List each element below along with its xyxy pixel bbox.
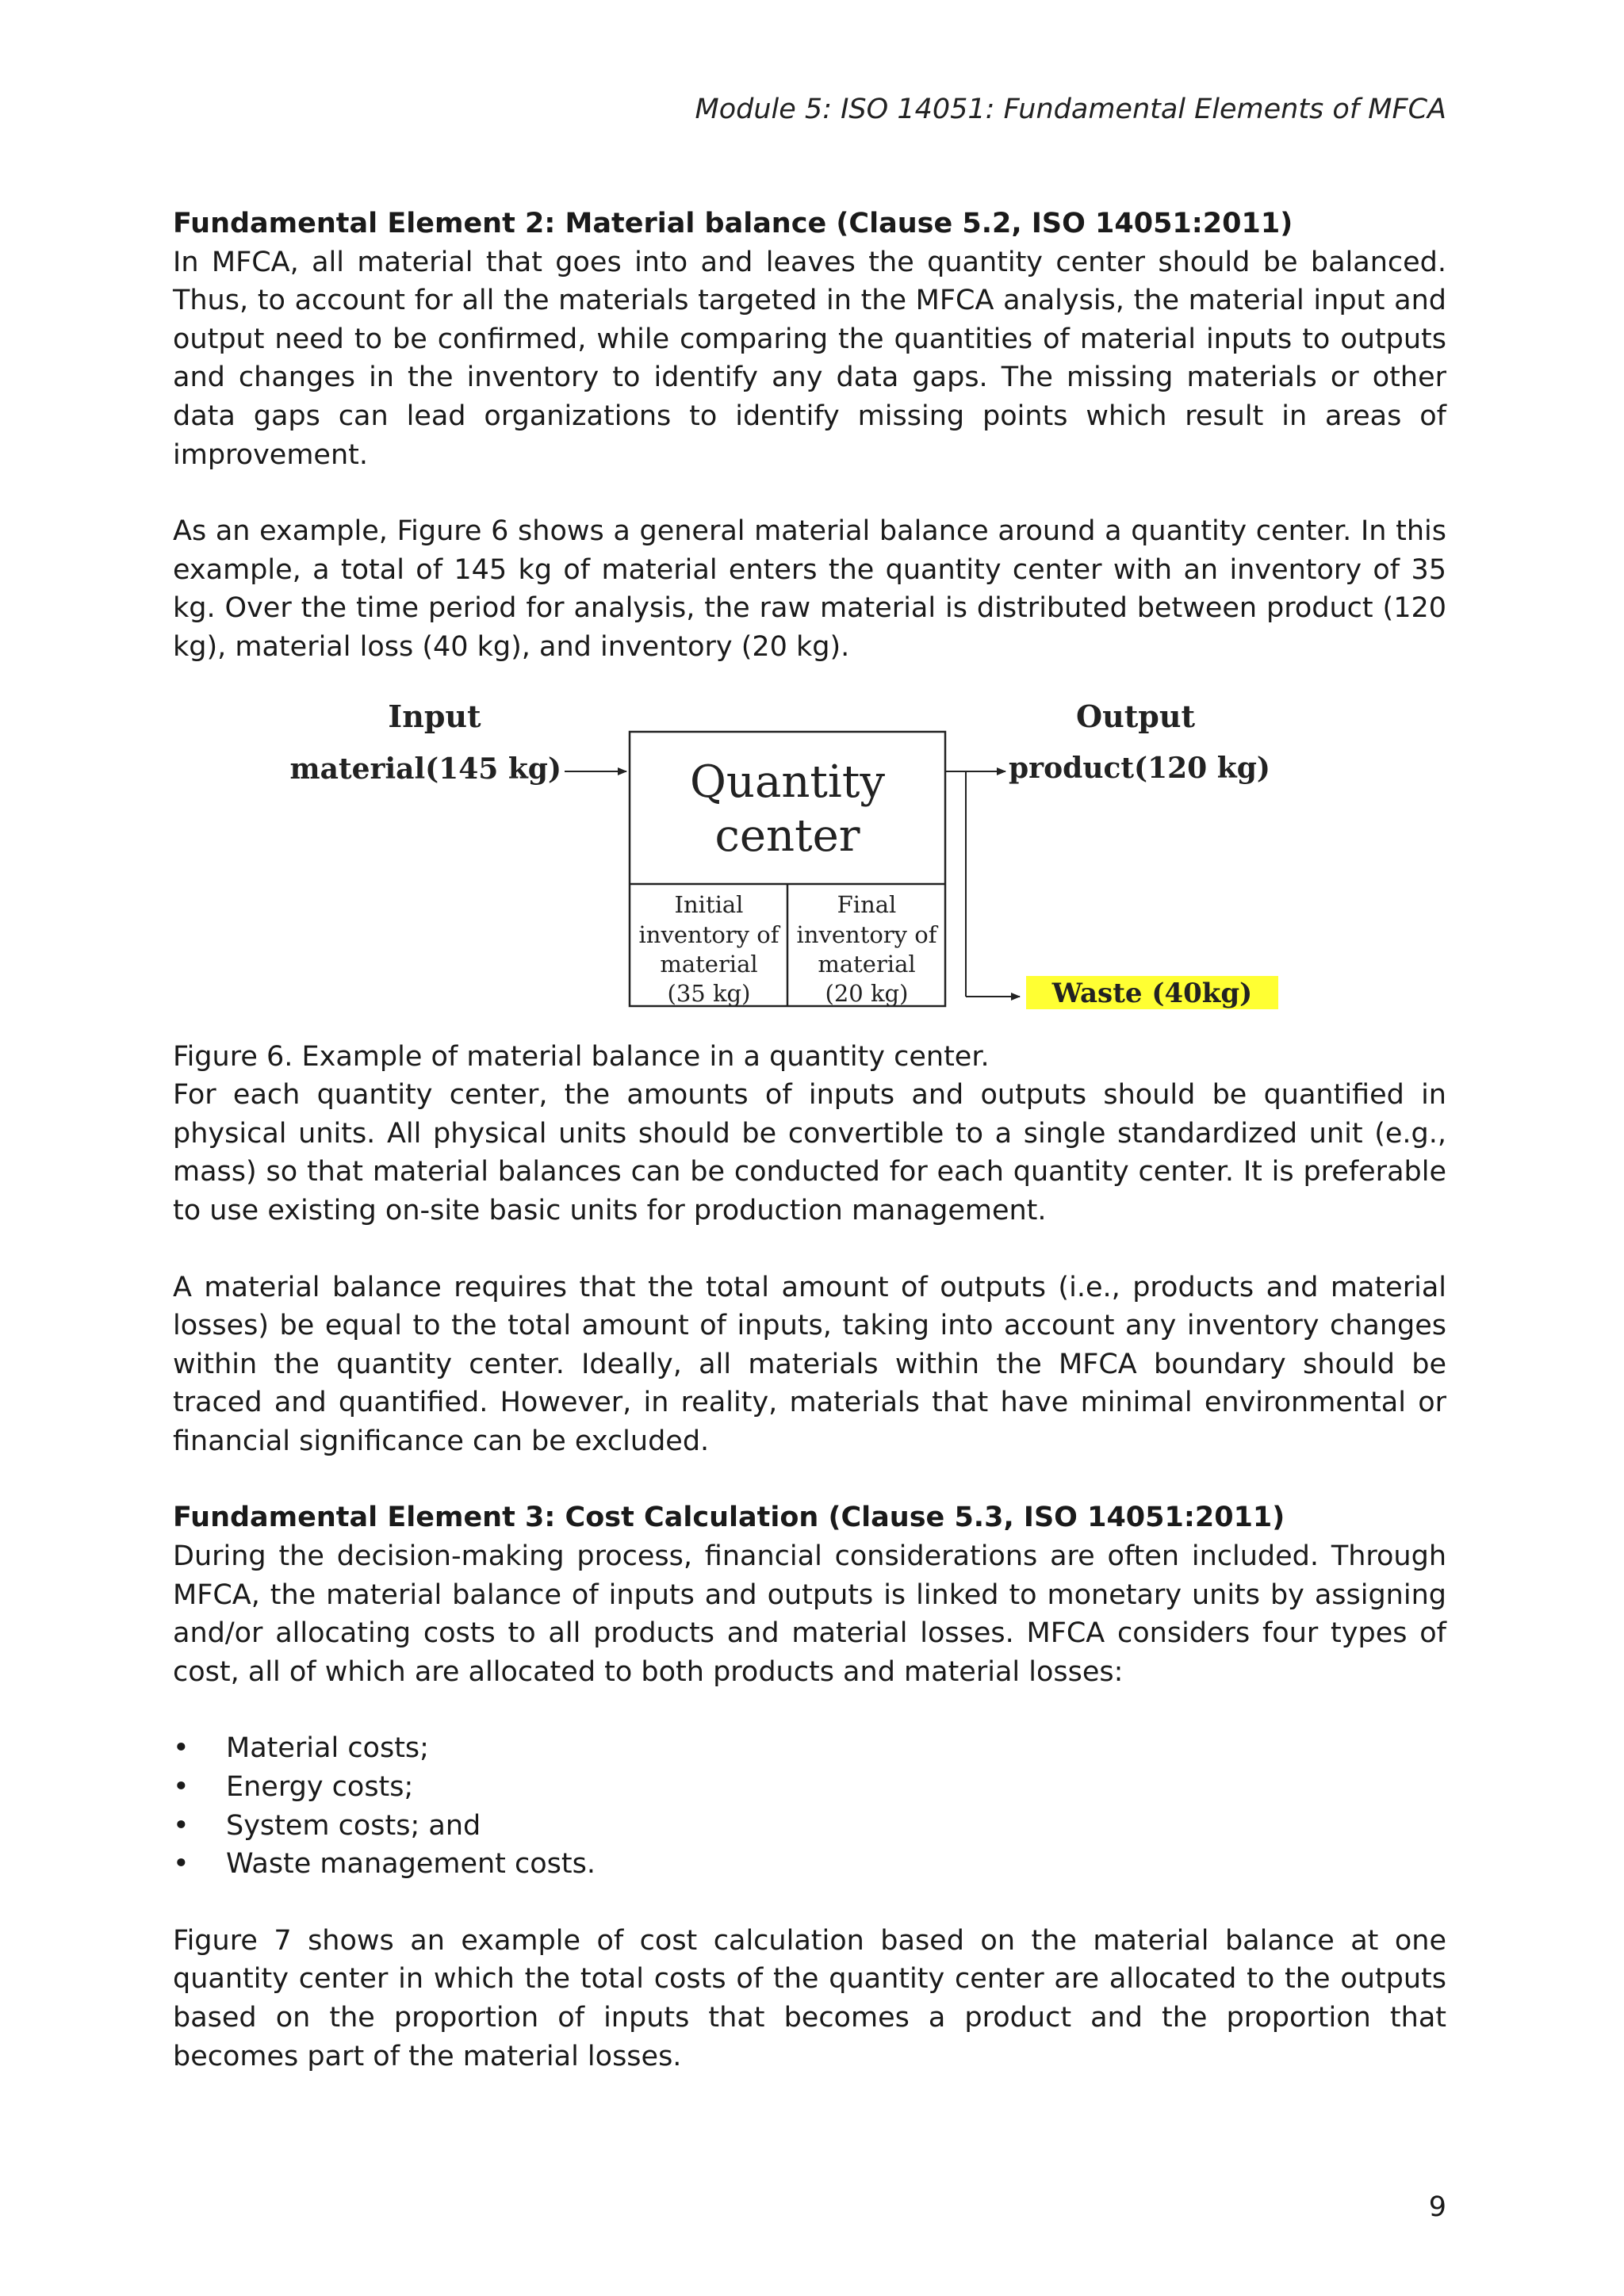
section-heading-element-2: Fundamental Element 2: Material balance (Clause 5.2, ISO 14051:2011) (173, 208, 1293, 239)
initial-inventory-line3: material (660, 950, 758, 978)
paragraph-material-balance-intro: In MFCA, all material that goes into and leaves the quantity center should be balanced. Thus, to account for all the materials targeted in the MFCA analysis, the material input and output need to be confirmed, while comparing the quantities of material inputs to outputs and changes in the inventory to identify any data gaps. The missing materials or other data gaps can lead organizations to identify missing points which result in areas of improvement. (173, 246, 1446, 471)
paragraph-physical-units: For each quantity center, the amounts of inputs and outputs should be quantified in physical units. All physical units should be convertible to a single standardized unit (e.g., mass) so that material balances can be conducted for each quantity center. It is preferable to use existing on-site basic units for production management. (173, 1079, 1446, 1226)
input-material-label: material(145 kg) (289, 752, 561, 786)
list-item (173, 1845, 1446, 1884)
page-number: 9 (1428, 2191, 1446, 2223)
bullet-icon: • (173, 1732, 190, 1765)
initial-inventory-line4: (35 kg) (667, 979, 751, 1007)
section-heading-element-3: Fundamental Element 3: Cost Calculation (Clause 5.3, ISO 14051:2011) (173, 1502, 1285, 1534)
input-heading: Input (388, 698, 481, 734)
paragraph-figure-7-intro: Figure 7 shows an example of cost calculation based on the material balance at one quantity center in which the total costs of the quantity center are allocated to the outputs based on the proportion of inputs that becomes a product and the proportion that becomes part of the material losses. (173, 1924, 1446, 2072)
initial-inventory-line1: Initial (674, 890, 744, 918)
list-item (173, 1807, 1446, 1846)
paragraph-material-balance-example: As an example, Figure 6 shows a general material balance around a quantity center. In this example, a total of 145 kg of material enters the quantity center with an inventory of 35 kg. Over the time period for analysis, the raw material is distributed between product (120 kg), material loss (40 kg), and inventory (20 kg). (173, 515, 1446, 663)
quantity-center-label-line1: Quantity (690, 756, 885, 808)
bullet-icon: • (173, 1771, 190, 1804)
final-inventory-line4: (20 kg) (825, 979, 909, 1007)
initial-inventory-line2: inventory of (638, 920, 779, 948)
list-item-text: Energy costs; (226, 1771, 414, 1804)
figure-6-caption: Figure 6. Example of material balance in a quantity center. (173, 1040, 990, 1073)
final-inventory-line1: Final (837, 890, 897, 918)
material-balance-diagram (173, 681, 1446, 1038)
list-item (173, 1729, 1446, 1768)
list-item (173, 1768, 1446, 1807)
quantity-center-label-line2: center (714, 809, 860, 862)
final-inventory-line3: material (818, 950, 916, 978)
output-heading: Output (1075, 698, 1196, 734)
bullet-icon: • (173, 1848, 190, 1881)
bullet-icon: • (173, 1809, 190, 1842)
paragraph-cost-calculation: During the decision-making process, financial considerations are often included. Through MFCA, the material balance of inputs and outputs is linked to monetary units by assigning and/or allocating costs to all products and material losses. MFCA considers four types of cost, all of which are allocated to both products and material losses: (173, 1540, 1446, 1688)
running-header: Module 5: ISO 14051: Fundamental Elements of MFCA (695, 94, 1446, 125)
output-waste-label: Waste (40kg) (1051, 977, 1253, 1009)
output-product-label: product(120 kg) (1009, 751, 1270, 785)
list-item-text: Waste management costs. (226, 1848, 596, 1881)
cost-types-list (173, 1729, 1446, 1883)
list-item-text: System costs; and (226, 1809, 481, 1842)
document-page (173, 0, 1446, 2296)
final-inventory-line2: inventory of (796, 920, 937, 948)
page-content (173, 205, 1446, 2076)
paragraph-balance-requirement: A material balance requires that the total amount of outputs (i.e., products and material losses) be equal to the total amount of inputs, taking into account any inventory changes within the quantity center. Ideally, all materials within the MFCA boundary should be traced and quantified. However, in reality, materials that have minimal environmental or financial significance can be excluded. (173, 1271, 1446, 1457)
list-item-text: Material costs; (226, 1732, 429, 1765)
figure-6-material-balance-diagram (173, 681, 1446, 1038)
